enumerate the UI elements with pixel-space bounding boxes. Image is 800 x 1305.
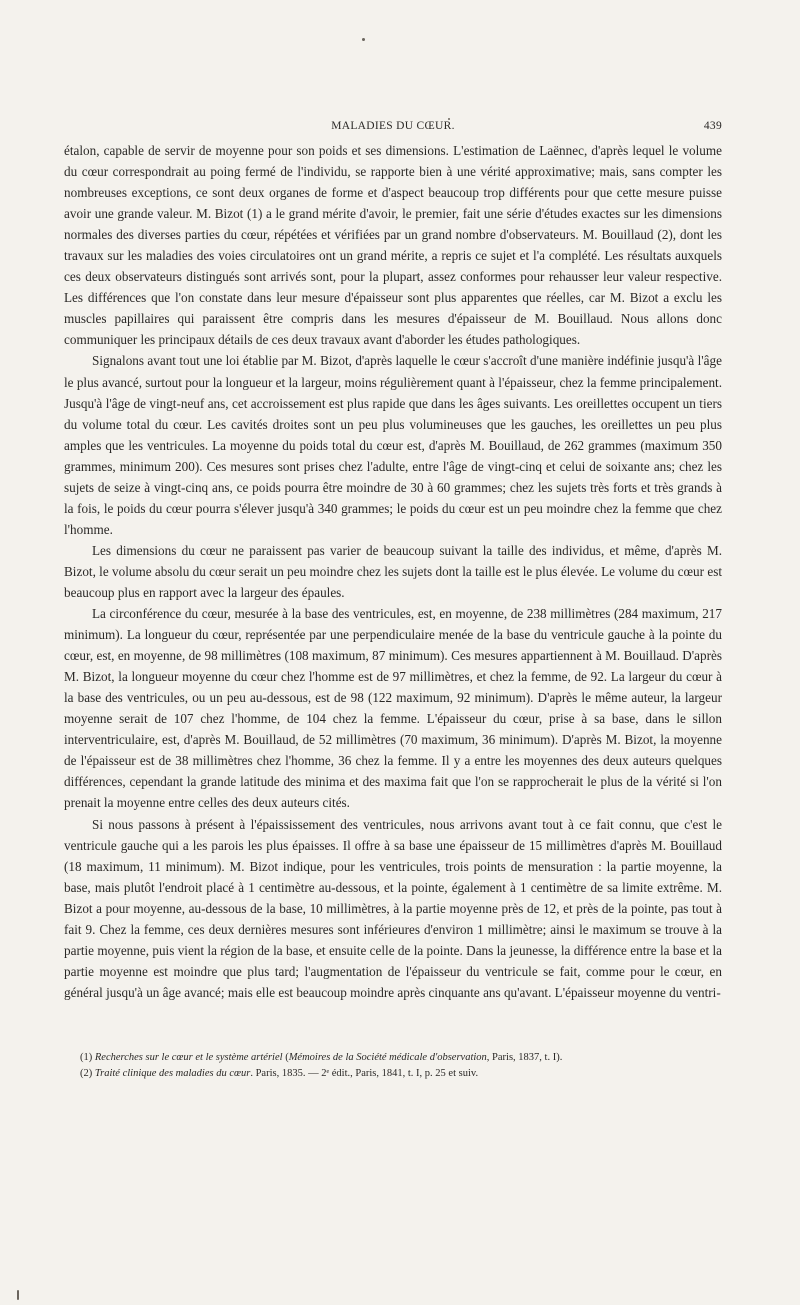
paragraph: Si nous passons à présent à l'épaississement des ventricules, nous arrivons avant tout à ce fait connu, que c'est le ventricule gauche qui a les parois les plus épaisses. Il offre à sa base une épaisseur de 15 millimètres d'après M. Bouillaud (18 maximum, 11 minimum). M. Bizot indique, pour les ventricules, trois points de mensuration : la partie moyenne, la base, mais plutôt l'endroit placé à 1 centimètre au-dessous, et la pointe, également à 1 centimètre de sa limite extrême. M. Bizot a pour moyenne, au-dessous de la base, 10 millimètres, à la partie moyenne près de 12, et près de la pointe, pas tout à fait 9. Chez la femme, ces deux dernières mesures sont inférieures d'environ 1 millimètre; ainsi le maximum se trouve à la partie moyenne, puis vient la région de la base, et ensuite celle de la pointe. Dans la jeunesse, la différence entre la base et la partie moyenne est moindre que plus tard; l'augmentation de l'épaisseur du ventricule se fait, comme pour le cœur, en général jusqu'à un âge avancé; mais elle est beaucoup moindre après cinquante ans qu'avant. L'épaisseur moyenne du ventri- [64, 816, 722, 1000]
footnote-marker: (2) [80, 1068, 93, 1079]
footnote-title: Traité clinique des maladies du cœur [94, 1068, 251, 1079]
footnotes [80, 1050, 720, 1082]
footnote-paren: ( [282, 1052, 289, 1063]
page-header [64, 120, 722, 136]
paragraph: La circonférence du cœur, mesurée à la base des ventricules, est, en moyenne, de 238 millimètres (284 maximum, 217 minimum). La longueur du cœur, représentée par une perpendiculaire menée de la base du ventricule gauche à la pointe du cœur, est, en moyenne, de 98 millimètres (108 maximum, 87 minimum). Ces mesures appartiennent à M. Bouillaud. D'après M. Bizot, la longueur moyenne du cœur chez l'homme est de 97 millimètres, et chez la femme, de 92. La largeur du cœur à la base des ventricules, ou un peu au-dessous, est de 98 (122 maximum, 92 minimum). D'après le même auteur, la largeur moyenne serait de 107 chez l'homme, de 104 chez la femme. L'épaisseur du cœur, prise à sa base, dans le sillon interventriculaire, est, d'après M. Bouillaud, de 52 millimètres (70 maximum, 36 minimum). D'après M. Bizot, la moyenne de l'épaisseur est de 38 millimètres chez l'homme, 36 chez la femme. Il y a entre les moyennes des deux auteurs quelques différences, cependant la grande latitude des minima et des maxima fait que l'on se rapprocherait le plus de la vérité si l'on prenait la moyenne entre celles des deux auteurs cités. [64, 606, 722, 811]
body-text [64, 140, 722, 1003]
scan-speck [448, 118, 450, 120]
paragraph: Signalons avant tout une loi établie par M. Bizot, d'après laquelle le cœur s'accroît d'une manière indéfinie jusqu'à l'âge le plus avancé, surtout pour la longueur et la largeur, moins régulièrement quant à l'épaisseur, chez la femme principalement. Jusqu'à l'âge de vingt-neuf ans, cet accroissement est plus rapide que dans les âges suivants. Les oreillettes occupent un tiers du volume total du cœur. Les cavités droites sont un peu plus volumineuses que les gauches, les oreillettes un peu plus amples que les ventricules. La moyenne du poids total du cœur est, d'après M. Bouillaud, de 262 grammes (maximum 350 grammes, minimum 200). Ces mesures sont prises chez l'adulte, entre l'âge de vingt-cinq et celui de soixante ans; chez les sujets de seize à vingt-cinq ans, ce poids pourra être moindre de 30 à 60 grammes; chez les sujets très forts et très grands à la fois, le poids du cœur pourra s'élever jusqu'à 340 grammes; le poids du cœur est un peu moindre chez la femme que chez l'homme. [64, 353, 723, 537]
page-number: 439 [703, 120, 722, 132]
paragraph: étalon, capable de servir de moyenne pour son poids et ses dimensions. L'estimation de Laënnec, d'après lequel le volume du cœur correspondrait au poing fermé de l'individu, se rapporte bien à une vérité approximative; mais, sans compter les nombreuses exceptions, ce sont deux organes de forme et d'aspect beaucoup trop différents pour que cette mesure puisse avoir une grande valeur. M. Bizot (1) a le grand mérite d'avoir, le premier, fait une série d'études exactes sur les dimensions normales des diverses parties du cœur, répétées et vérifiées par un grand nombre d'observateurs. M. Bouillaud (2), dont les travaux sur les maladies des voies circulatoires ont un grand mérite, a repris ce sujet et l'a complété. Les résultats auxquels ces deux observateurs distingués sont arrivés sont, pour la plupart, assez conformes pour rehausser leur valeur respective. Les différences que l'on constate dans leur mesure d'épaisseur sont plus apparentes que réelles, car M. Bizot a exclu les muscles papillaires qui paraissent être compris dans les mesures d'épaisseur de M. Bouillaud. Nous allons donc communiquer les principaux détails de ces deux travaux avant d'aborder les études pathologiques. [64, 143, 722, 348]
running-title: MALADIES DU CŒUR. [331, 120, 455, 132]
footnote [80, 1050, 720, 1066]
footnote-rest: . Paris, 1835. — 2ᵉ édit., Paris, 1841, t. I, p. 25 et suiv. [250, 1068, 479, 1079]
footnote-publication: Mémoires de la Société médicale d'observation [288, 1052, 487, 1063]
footnote-title: Recherches sur le cœur et le système artériel [94, 1052, 283, 1063]
footnote-rest: , Paris, 1837, t. I). [486, 1052, 563, 1063]
paragraph: Les dimensions du cœur ne paraissent pas varier de beaucoup suivant la taille des individus, et même, d'après M. Bizot, le volume absolu du cœur serait un peu moindre chez les sujets dont la taille est le plus élevée. Le volume du cœur est beaucoup plus en rapport avec la largeur des épaules. [64, 542, 722, 600]
scan-speck [362, 38, 365, 41]
scan-speck [17, 1290, 19, 1300]
footnote [80, 1066, 720, 1082]
footnote-marker: (1) [80, 1052, 93, 1063]
